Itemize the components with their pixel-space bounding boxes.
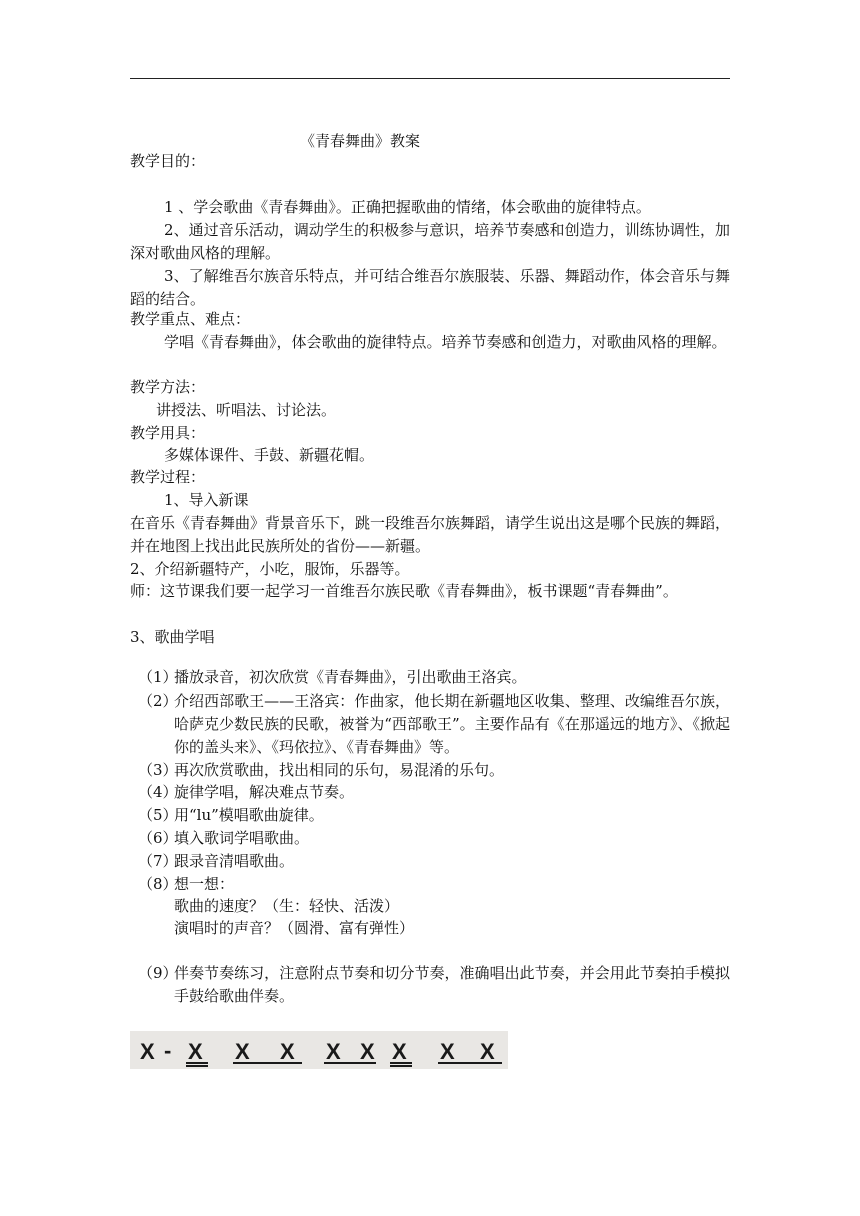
list-item xyxy=(130,850,730,873)
objective-1: 1 、学会歌曲《青春舞曲》。正确把握歌曲的情绪，体会歌曲的旋律特点。 xyxy=(164,198,651,216)
list-item xyxy=(130,759,730,782)
list-item xyxy=(130,827,730,850)
list-item xyxy=(130,873,730,896)
rhythm-dash: - xyxy=(164,1038,172,1063)
list-item-text: 用“lu”模唱歌曲旋律。 xyxy=(174,806,324,824)
rhythm-note: X xyxy=(360,1039,375,1064)
list-item xyxy=(130,804,730,827)
rhythm-note: X xyxy=(480,1039,495,1064)
list-item-text: 播放录音，初次欣赏《青春舞曲》，引出歌曲王洛宾。 xyxy=(174,668,527,686)
list-item-text: 伴奏节奏练习，注意附点节奏和切分节奏，准确唱出此节奏，并会用此节奏拍手模拟手鼓给歌曲伴奏。 xyxy=(174,964,730,1005)
rhythm-note: X xyxy=(235,1039,250,1064)
list-item-number: （7） xyxy=(138,852,178,870)
list-item-number: （8） xyxy=(138,875,178,893)
process-heading: 教学过程： xyxy=(130,468,206,486)
list-item-number: （1） xyxy=(138,668,178,686)
objective-3: 3、了解维吾尔族音乐特点，并可结合维吾尔族服装、乐器、舞蹈动作，体会音乐与舞蹈的结合。 xyxy=(130,267,730,308)
list-item-text: 再次欣赏歌曲，找出相同的乐句，易混淆的乐句。 xyxy=(174,761,505,779)
methods-text: 讲授法、听唱法、讨论法。 xyxy=(156,401,337,419)
objective-2: 2、通过音乐活动，调动学生的积极参与意识，培养节奏感和创造力，训练协调性，加深对歌曲风格的理解。 xyxy=(130,221,730,262)
rhythm-note: X xyxy=(280,1039,295,1064)
rhythm-notation-image xyxy=(130,1031,508,1069)
list-item xyxy=(130,690,730,759)
list-item-text: 想一想： xyxy=(174,875,235,893)
think-line-1: 歌曲的速度？（生：轻快、活泼） xyxy=(174,897,400,915)
step2-text: 2、介绍新疆特产，小吃，服饰，乐器等。 xyxy=(130,560,410,578)
step1-title: 1、导入新课 xyxy=(164,491,249,509)
list-item-number: （3） xyxy=(138,761,178,779)
tools-text: 多媒体课件、手鼓、新疆花帽。 xyxy=(164,446,375,464)
think-line-2: 演唱时的声音？（圆滑、富有弹性） xyxy=(174,919,415,937)
document-title: 《青春舞曲》教案 xyxy=(300,132,421,150)
list-item-number: （9） xyxy=(138,964,178,982)
list-item xyxy=(130,781,730,804)
tools-heading: 教学用具： xyxy=(130,424,206,442)
header-rule xyxy=(130,78,730,79)
rhythm-note: X xyxy=(440,1039,455,1064)
step3-title: 3、歌曲学唱 xyxy=(130,628,215,646)
objectives-heading: 教学目的： xyxy=(130,152,206,170)
rhythm-note: X xyxy=(140,1039,155,1064)
key-points-heading: 教学重点、难点： xyxy=(130,310,251,328)
list-item-text: 填入歌词学唱歌曲。 xyxy=(174,829,310,847)
rhythm-note: X xyxy=(326,1039,341,1064)
list-item-number: （6） xyxy=(138,829,178,847)
list-item-text: 介绍西部歌王——王洛宾：作曲家，他长期在新疆地区收集、整理、改编维吾尔族，哈萨克少数民族的民歌，被誉为“西部歌王”。主要作品有《在那遥远的地方》、《掀起你的盖头来》、《玛依拉》、《青春舞曲》等。 xyxy=(174,692,730,756)
list-item-number: （5） xyxy=(138,806,178,824)
list-item-number: （4） xyxy=(138,783,178,801)
list-item-text: 旋律学唱，解决难点节奏。 xyxy=(174,783,355,801)
rhythm-note: X xyxy=(392,1039,407,1064)
step1-text: 在音乐《青春舞曲》背景音乐下，跳一段维吾尔族舞蹈，请学生说出这是哪个民族的舞蹈，并在地图上找出此民族所处的省份——新疆。 xyxy=(130,514,731,555)
list-item-number: （2） xyxy=(138,692,178,710)
teacher-text: 师：这节课我们要一起学习一首维吾尔族民歌《青春舞曲》，板书课题“青春舞曲”。 xyxy=(130,582,678,600)
key-points-text: 学唱《青春舞曲》，体会歌曲的旋律特点。培养节奏感和创造力，对歌曲风格的理解。 xyxy=(164,333,727,351)
list-item xyxy=(130,666,730,689)
list-item-text: 跟录音清唱歌曲。 xyxy=(174,852,295,870)
list-item xyxy=(130,962,730,1008)
rhythm-notation-graphic xyxy=(130,1031,508,1069)
rhythm-note: X xyxy=(188,1039,203,1064)
methods-heading: 教学方法： xyxy=(130,378,206,396)
